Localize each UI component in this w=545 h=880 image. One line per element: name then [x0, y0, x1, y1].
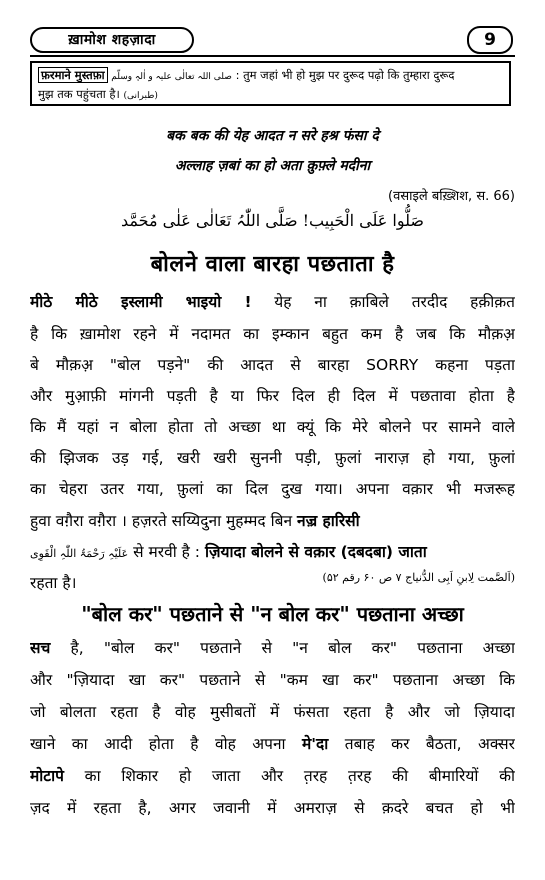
- hadith-line-2: [38, 86, 503, 105]
- section-heading-2: "बोल कर" पछताने से "न बोल कर" पछताना अच्छा: [81, 602, 464, 626]
- paragraph-line: बे मौक़अ़ "बोल पड़ने" की आदत से बारहा SORRY कहना पड़ता: [30, 356, 515, 374]
- paragraph-opening: मीठे मीठे इस्लामी भाइयो !: [30, 293, 252, 311]
- paragraph-text: हुवा वग़ैरा वग़ैरा । हज़रते सय्यिदुना मुहम्मद बिन: [30, 512, 297, 530]
- paragraph-line: है कि ख़ामोश रहने में नदामत का इम्कान बहुत कम है जब कि मौक़अ़: [30, 325, 515, 343]
- verse-line-2: अल्लाह ज़बां का हो अता क़ुफ़्ले मदीना: [174, 158, 371, 174]
- emphasis-text: मे'दा: [302, 735, 329, 753]
- paragraph-line: [30, 509, 515, 531]
- paragraph-line: कि मैं यहां न बोला होता तो अच्छा था क्यूं कि मेरे बोलने पर सामने वाले: [30, 418, 515, 436]
- paragraph-line: जो बोलता रहता है वोह मुसीबतों में फंसता रहता है और जो ज़ियादा: [30, 703, 515, 721]
- paragraph-line: ज़द में रहता है, अगर जवानी में अमराज़ से क़दरे बचत हो भी: [30, 799, 515, 817]
- paragraph-line: का चेहरा उतर गया, फ़ुलां का दिल दुख गया। अपना वक़ार भी मजरूह: [30, 480, 515, 498]
- verse-reference: (वसाइले बख़्शिश, स. 66): [388, 189, 515, 204]
- section-heading-1: बोलने वाला बारहा पछताता है: [150, 252, 395, 277]
- paragraph-text: है, "बोल कर" पछताने से "न बोल कर" पछताना अच्छा: [50, 639, 515, 657]
- hadith-label: फ़रमाने मुस्तफ़ा: [38, 67, 108, 83]
- paragraph-line: और मुआ़फ़ी मांगनी पड़ती है या फिर दिल ही दिल में पछतावा होता है: [30, 387, 515, 405]
- book-title: ख़ामोश शहज़ादा: [30, 27, 194, 53]
- hadith-box: [30, 61, 511, 106]
- hadith-text-1: : तुम जहां भी हो मुझ पर दुरूद पढ़ो कि तुम्हारा दुरूद: [235, 68, 455, 82]
- emphasis-text: मोटापे: [30, 767, 64, 785]
- hadith-source: (طبرانی): [123, 91, 158, 101]
- header-divider: [30, 55, 515, 57]
- paragraph-line: [30, 732, 515, 754]
- paragraph-opening: सच: [30, 639, 51, 657]
- paragraph-text: से मरवी है :: [128, 543, 205, 561]
- paragraph-text: तबाह कर बैठता, अक्सर: [328, 735, 515, 753]
- paragraph-line: और "ज़ियादा खा कर" पछताने से "कम खा कर" पछताना अच्छा कि: [30, 671, 515, 689]
- paragraph-line: [30, 636, 515, 658]
- paragraph-text: येह ना क़ाबिले तरदीद हक़ीक़त: [251, 293, 515, 311]
- paragraph-line: [30, 290, 515, 312]
- verse-line-1: बक बक की येह आदत न सरे हश्र फंसा दे: [166, 128, 379, 144]
- quote-text: ज़ियादा बोलने से वक़ार (दबदबा) जाता: [204, 543, 427, 561]
- page-number: 9: [467, 26, 513, 54]
- rahmat-arabic: عَلَیْہِ رَحْمَۃُ اللّٰہِ الْقَوِی: [30, 547, 129, 560]
- narrator-name: नज़्र हारिसी: [296, 512, 360, 530]
- hadith-salutation: صلی اللہ تعالٰی علیہ و اٰلہٖ وسلّم: [111, 72, 232, 82]
- paragraph-line: रहता है।: [30, 574, 77, 592]
- hadith-line-1: [38, 67, 503, 86]
- paragraph-text: खाने का आदी होता है वोह अपना: [30, 735, 303, 753]
- salawat-text: صَلُّوا عَلَی الْحَبِیب! صَلَّی اللّٰہُ تَعَالٰی عَلٰی مُحَمَّد: [120, 211, 424, 230]
- paragraph-line: की झिजक उड़ गई, खरी खरी सुननी पड़ी, फ़ुलां नाराज़ हो गया, फ़ुलां: [30, 449, 515, 467]
- paragraph-text: का शिकार हो जाता और त़रह त़रह की बीमारियों की: [63, 767, 515, 785]
- paragraph-line: [30, 540, 515, 562]
- hadith-text-2: मुझ तक पहुंचता है।: [38, 87, 120, 101]
- paragraph-line: [30, 764, 515, 786]
- source-reference: (اَلصَّمت لِابنِ اَبِی الدُّنیاج ۷ ص ۶۰ رقم ۵۲): [322, 571, 515, 584]
